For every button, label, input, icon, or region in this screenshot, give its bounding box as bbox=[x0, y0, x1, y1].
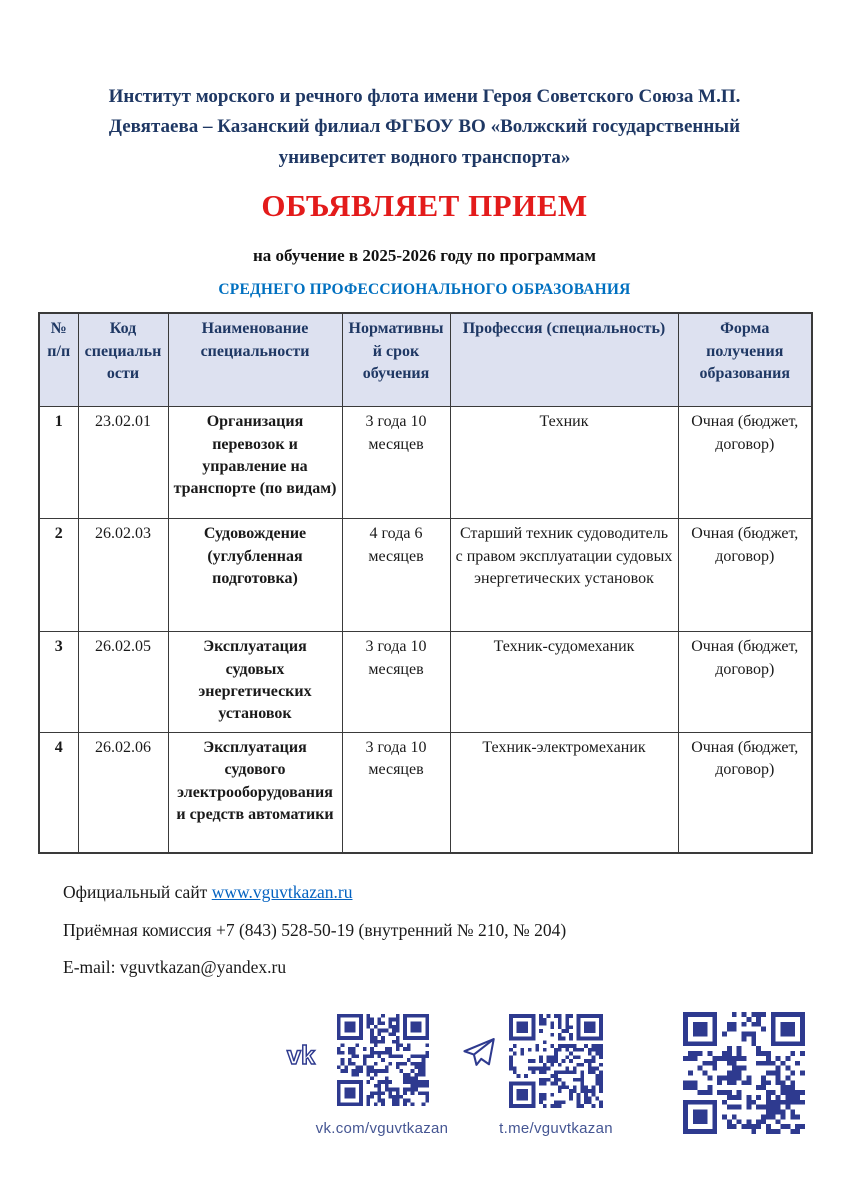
table-row bbox=[39, 632, 812, 733]
social-qr-section bbox=[0, 998, 849, 1168]
program-type-line: СРЕДНЕГО ПРОФЕССИОНАЛЬНОГО ОБРАЗОВАНИЯ bbox=[218, 281, 631, 299]
qr-code-telegram bbox=[509, 1014, 603, 1108]
vk-logo-glyph: vk bbox=[286, 1042, 316, 1071]
row2-profession: Старший техник судоводитель с правом эксплуатации судовых энергетических установок bbox=[450, 519, 678, 632]
contacts-block bbox=[63, 881, 849, 980]
announce-title: ОБЪЯВЛЯЕТ ПРИЕМ bbox=[261, 188, 588, 224]
program-line: на обучение в 2025-2026 году по программам bbox=[252, 246, 596, 266]
table-header-row bbox=[39, 313, 812, 407]
header-name: Наименование специальности bbox=[168, 313, 342, 407]
admission-phone-line: Приёмная комиссия +7 (843) 528-50-19 (внутренний № 210, № 204) bbox=[63, 919, 567, 940]
row3-num: 3 bbox=[39, 632, 78, 733]
telegram-qr-label: t.me/vguvtkazan bbox=[499, 1120, 613, 1138]
row2-form: Очная (бюджет, договор) bbox=[678, 519, 812, 632]
row2-name: Судовождение (углубленная подготовка) bbox=[168, 519, 342, 632]
email-line: E-mail: vguvtkazan@yandex.ru bbox=[63, 957, 287, 978]
row1-duration: 3 года 10 месяцев bbox=[342, 407, 450, 519]
row3-profession: Техник-судомеханик bbox=[450, 632, 678, 733]
table-row bbox=[39, 407, 812, 519]
header-code: Код специальности bbox=[78, 313, 168, 407]
official-site-link[interactable]: www.vguvtkazan.ru bbox=[211, 882, 353, 903]
row3-name: Эксплуатация судовых энергетических установок bbox=[168, 632, 342, 733]
row3-code: 26.02.05 bbox=[78, 632, 168, 733]
table-row bbox=[39, 519, 812, 632]
row4-profession: Техник-электромеханик bbox=[450, 732, 678, 853]
row2-duration: 4 года 6 месяцев bbox=[342, 519, 450, 632]
header-duration: Нормативный срок обучения bbox=[342, 313, 450, 407]
official-site-prefix: Официальный сайт bbox=[63, 882, 212, 903]
row4-code: 26.02.06 bbox=[78, 732, 168, 853]
paper-plane-icon bbox=[459, 1034, 499, 1072]
qr-code-large bbox=[683, 1012, 805, 1134]
header-form: Форма получения образования bbox=[678, 313, 812, 407]
row1-form: Очная (бюджет, договор) bbox=[678, 407, 812, 519]
row3-form: Очная (бюджет, договор) bbox=[678, 632, 812, 733]
vk-logo-icon bbox=[286, 1040, 326, 1070]
official-site-line bbox=[63, 881, 849, 905]
table-row bbox=[39, 732, 812, 853]
row4-num: 4 bbox=[39, 732, 78, 853]
specialties-table bbox=[38, 312, 813, 854]
header-profession: Профессия (специальность) bbox=[450, 313, 678, 407]
row3-duration: 3 года 10 месяцев bbox=[342, 632, 450, 733]
row1-profession: Техник bbox=[450, 407, 678, 519]
institute-title: Институт морского и речного флота имени Героя Советского Союза М.П. Девятаева – Казанский филиал ФГБОУ ВО «Волжский государственный университет водного транспорта» bbox=[108, 86, 741, 168]
row1-num: 1 bbox=[39, 407, 78, 519]
row2-num: 2 bbox=[39, 519, 78, 632]
row2-code: 26.02.03 bbox=[78, 519, 168, 632]
row1-name: Организация перевозок и управление на транспорте (по видам) bbox=[168, 407, 342, 519]
header-num: № п/п bbox=[39, 313, 78, 407]
row1-code: 23.02.01 bbox=[78, 407, 168, 519]
row4-name: Эксплуатация судового электрооборудования и средств автоматики bbox=[168, 732, 342, 853]
row4-form: Очная (бюджет, договор) bbox=[678, 732, 812, 853]
vk-qr-label: vk.com/vguvtkazan bbox=[315, 1120, 449, 1138]
row4-duration: 3 года 10 месяцев bbox=[342, 732, 450, 853]
qr-code-vk bbox=[337, 1014, 429, 1106]
